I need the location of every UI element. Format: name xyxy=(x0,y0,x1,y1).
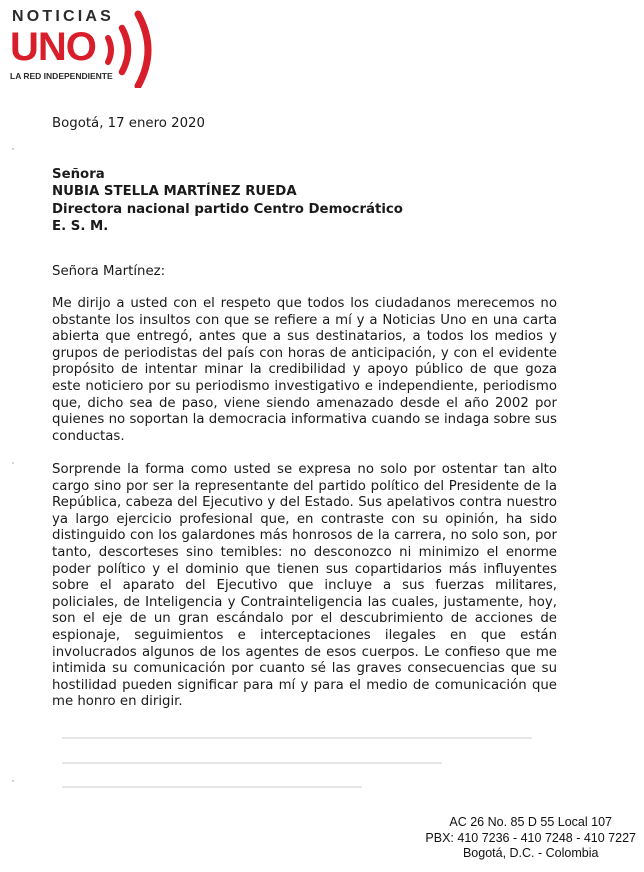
addressee-block xyxy=(52,167,403,236)
scan-speck xyxy=(12,780,14,782)
footer-address: AC 26 No. 85 D 55 Local 107 xyxy=(449,815,612,829)
logo-main-text: UNO xyxy=(10,25,96,69)
logo-tagline: LA RED INDEPENDIENTE xyxy=(10,71,113,81)
paragraph: Sorprende la forma como usted se expresa no solo por ostentar tan alto cargo sino por ser la representante del partido político del Presidente de la República, cabeza del Ejecutivo y del Estado. Sus apelativos contra nuestro ya largo ejercicio profesional que, en contraste con su opinión, ha sido distinguido con los galardones más honrosos de la carrera, no solo son, por tanto, descorteses sino temibles: no desconozco ni minimizo el enorme poder político y el dominio que tienen sus copartidarios más influyentes sobre el aparato del Ejecutivo que incluye a sus fuerzas militares, policiales, de Inteligencia y Contrainteligencia las cuales, justamente, hoy, son el eje de un gran escándalo por el descubrimiento de acciones de espionaje, seguimientos e interceptaciones ilegales en que están involucrados algunos de los agentes de esos cuerpos. Le confieso que me intimida su comunicación por cuanto sé las graves consecuencias que su hostilidad pueden significar para mí y para el medio de comunicación que me honro en dirigir. xyxy=(52,462,557,710)
addressee-line: Señora xyxy=(52,167,105,182)
paragraph: Me dirijo a usted con el respeto que todos los ciudadanos merecemos no obstante los insultos con que se refiere a mí y a Noticias Uno en una carta abierta que entregó, antes que a sus destinatarios, a todos los medios y grupos de periodistas del país con horas de anticipación, y con el evidente propósito de intentar minar la credibilidad y apoyo público de que goza este noticiero por su periodismo investigativo e independiente, periodismo que, dicho sea de paso, viene siendo amenazado desde el año 2002 por quienes no soportan la democracia informativa cuando se indaga sobre sus conductas. xyxy=(52,296,557,444)
addressee-line: E. S. M. xyxy=(52,218,109,234)
bleed-through-mark xyxy=(62,737,532,739)
footer-city: Bogotá, D.C. - Colombia xyxy=(462,846,599,860)
letterhead-footer xyxy=(425,815,636,862)
addressee-line: Directora nacional partido Centro Democrático xyxy=(52,201,403,217)
addressee-line: NUBIA STELLA MARTÍNEZ RUEDA xyxy=(52,184,297,200)
letter-date: Bogotá, 17 enero 2020 xyxy=(52,116,205,131)
scan-speck xyxy=(12,148,14,150)
noticias-uno-logo xyxy=(10,8,170,88)
logo-top-text: NOTICIAS xyxy=(12,8,115,25)
salutation: Señora Martínez: xyxy=(52,264,166,279)
scan-speck xyxy=(12,462,14,464)
bleed-through-mark xyxy=(62,762,442,764)
bleed-through-mark xyxy=(62,786,362,788)
footer-phone: PBX: 410 7236 - 410 7248 - 410 7227 xyxy=(425,830,636,845)
